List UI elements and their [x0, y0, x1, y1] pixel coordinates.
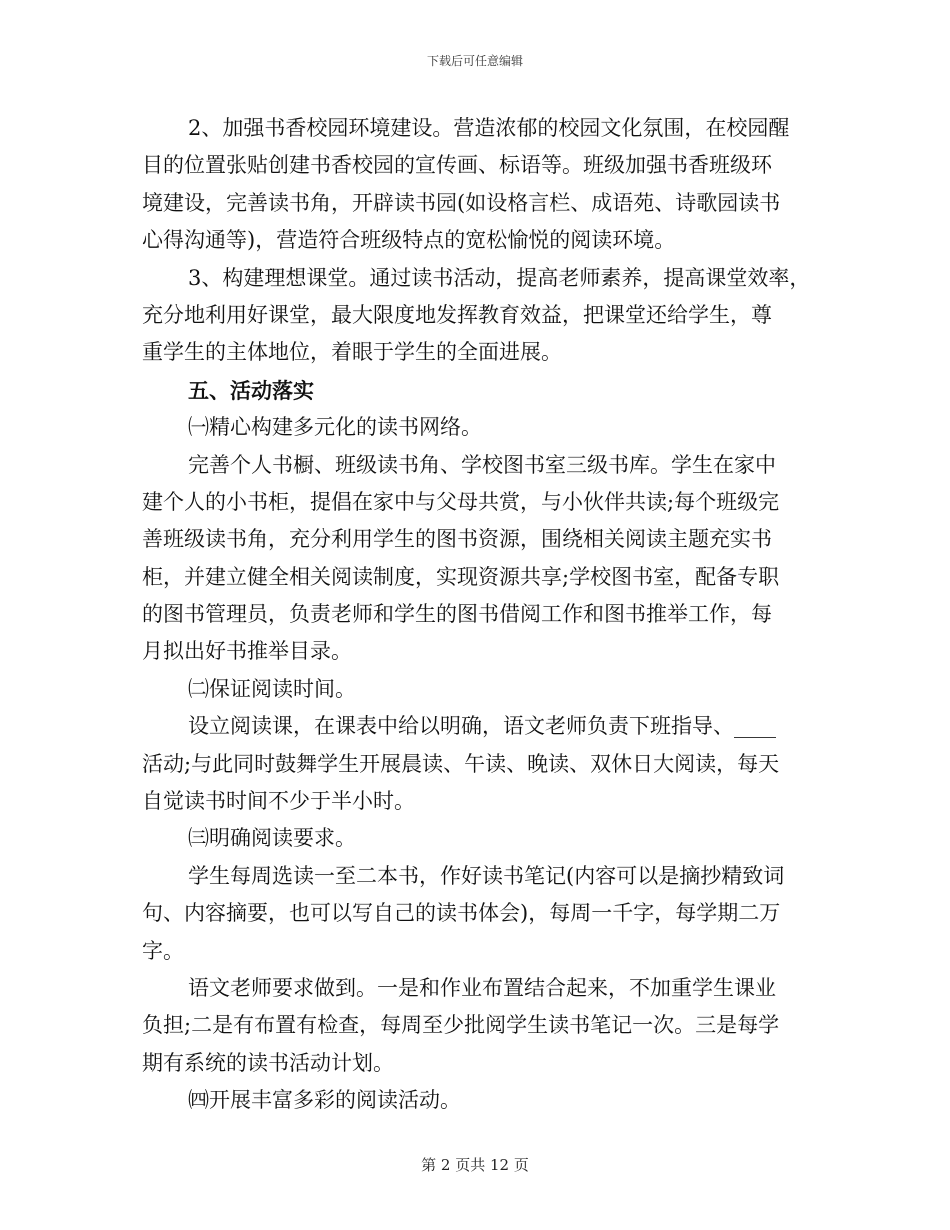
- text-line: 2、加强书香校园环境建设。营造浓郁的校园文化氛围，在校园醒: [188, 116, 790, 140]
- text-line: ㈣开展丰富多彩的阅读活动。: [188, 1088, 461, 1113]
- page-footer: 第 2 页共 12 页: [421, 1156, 529, 1174]
- text-line: 负担;二是有布置有检查，每周至少批阅学生读书笔记一次。三是每学: [142, 1013, 780, 1038]
- text-line: 活动;与此同时鼓舞学生开展晨读、午读、晚读、双休日大阅读，每天: [142, 751, 780, 776]
- text-line: 3、构建理想课堂。通过读书活动，提高老师素养，提高课堂效率，: [188, 265, 811, 290]
- text-line: 句、内容摘要，也可以写自己的读书体会)，每周一千字，每学期二万: [142, 901, 781, 926]
- text-line: 设立阅读课，在课表中给以明确，语文老师负责下班指导、____: [188, 714, 776, 739]
- text-line: 月拟出好书推举目录。: [142, 639, 352, 664]
- text-line: 学生每周选读一至二本书，作好读书笔记(内容可以是摘抄精致词: [188, 863, 785, 888]
- text-line: ㈠精心构建多元化的读书网络。: [188, 415, 482, 440]
- text-line: 境建设，完善读书角，开辟读书园(如设格言栏、成语苑、诗歌园读书: [142, 190, 781, 215]
- text-line: 完善个人书橱、班级读书角、学校图书室三级书库。学生在家中: [188, 452, 776, 477]
- text-line: 字。: [142, 938, 184, 963]
- text-line: 心得沟通等)，营造符合班级特点的宽松愉悦的阅读环境。: [142, 228, 676, 253]
- page-header: 下载后可任意编辑: [426, 54, 523, 68]
- text-line: ㈢明确阅读要求。: [188, 826, 356, 851]
- text-line: 建个人的小书柜，提倡在家中与父母共赏，与小伙伴共读;每个班级完: [142, 489, 780, 514]
- text-line: 重学生的主体地位，着眼于学生的全面进展。: [142, 340, 562, 365]
- text-line: 自觉读书时间不少于半小时。: [142, 789, 415, 814]
- text-line: 目的位置张贴创建书香校园的宣传画、标语等。班级加强书香班级环: [142, 153, 772, 178]
- text-line: 语文老师要求做到。一是和作业布置结合起来，不加重学生课业: [188, 975, 776, 1000]
- text-line: 期有系统的读书活动计划。: [142, 1050, 394, 1075]
- text-line: 柜，并建立健全相关阅读制度，实现资源共享;学校图书室，配备专职: [142, 564, 780, 589]
- document-body: [142, 110, 822, 1120]
- text-line: 充分地利用好课堂，最大限度地发挥教育效益，把课堂还给学生，尊: [142, 302, 772, 327]
- section-heading: 五、活动落实: [188, 377, 314, 403]
- text-line: 善班级读书角，充分利用学生的图书资源，围绕相关阅读主题充实书: [142, 527, 772, 552]
- text-line: ㈡保证阅读时间。: [188, 676, 356, 701]
- text-line: 的图书管理员，负责老师和学生的图书借阅工作和图书推举工作，每: [142, 602, 772, 627]
